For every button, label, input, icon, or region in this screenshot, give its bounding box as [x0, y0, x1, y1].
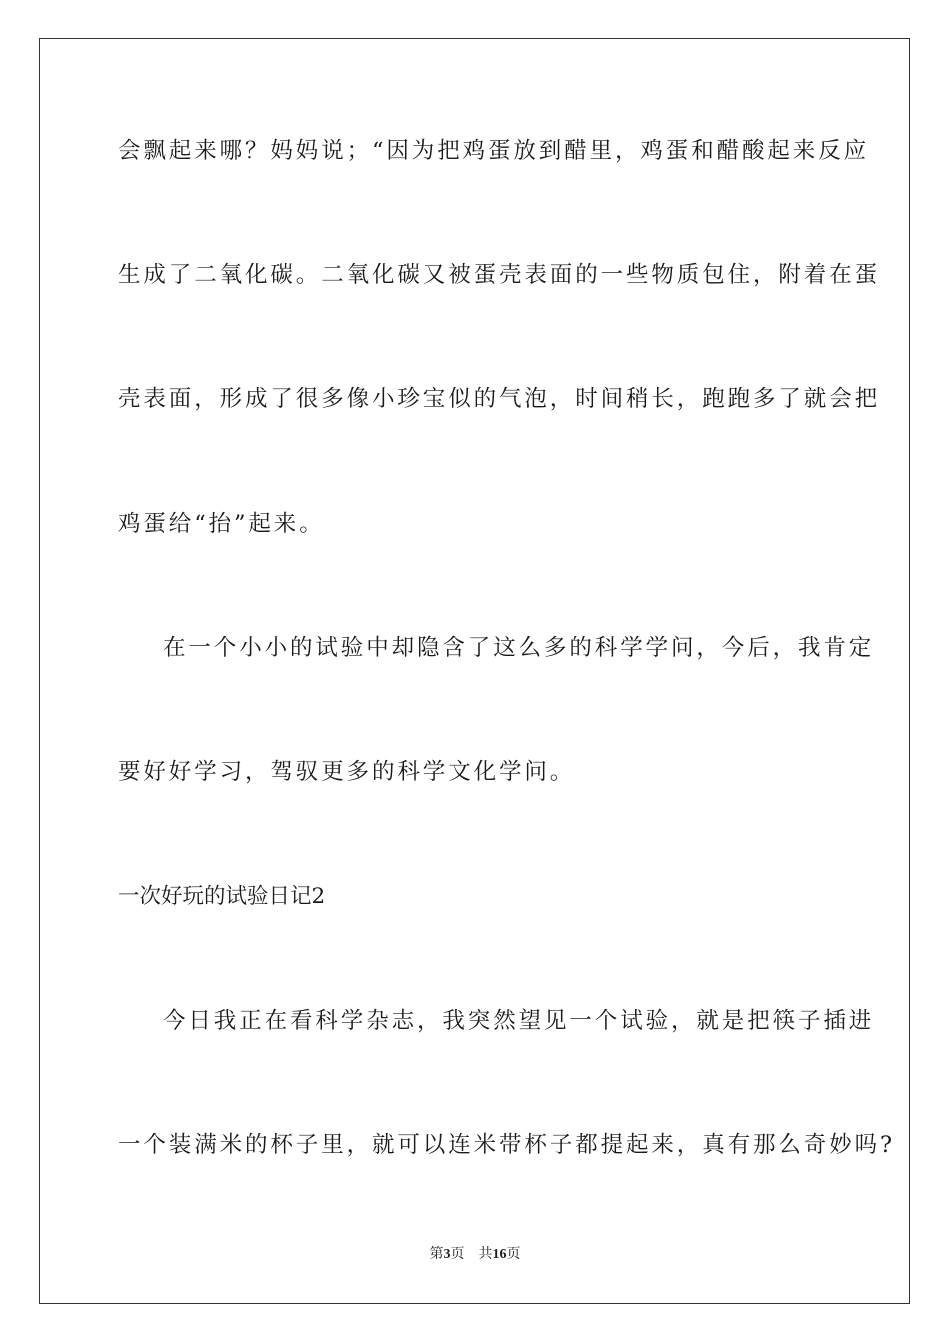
total-prefix: 共 [478, 1247, 493, 1262]
page-suffix: 页 [450, 1247, 465, 1262]
section-heading: 一次好玩的试验日记2 [118, 884, 326, 909]
page-prefix: 第 [429, 1247, 444, 1262]
paragraph-first-line: 在一个小小的试验中却隐含了这么多的科学学问，今后，我肯定 [163, 635, 875, 661]
page-footer [0, 1245, 950, 1265]
total-pages: 16 [492, 1247, 507, 1262]
total-suffix: 页 [506, 1247, 521, 1262]
body-text-line: 会飘起来哪？妈妈说；“因为把鸡蛋放到醋里，鸡蛋和醋酸起来反应 [118, 138, 870, 164]
body-text-line: 要好好学习，驾驭更多的科学文化学问。 [118, 759, 576, 785]
page-border [39, 38, 910, 1304]
page-number: 3 [443, 1247, 451, 1262]
body-text-line: 鸡蛋给“抬”起来。 [118, 511, 325, 537]
body-text-line: 一个装满米的杯子里，就可以连米带杯子都提起来，真有那么奇妙吗? [118, 1132, 895, 1158]
body-text-line: 壳表面，形成了很多像小珍宝似的气泡，时间稍长，跑跑多了就会把 [118, 386, 881, 412]
body-text-line: 生成了二氧化碳。二氧化碳又被蛋壳表面的一些物质包住，附着在蛋 [118, 262, 881, 288]
paragraph-first-line: 今日我正在看科学杂志，我突然望见一个试验，就是把筷子插进 [163, 1008, 875, 1034]
